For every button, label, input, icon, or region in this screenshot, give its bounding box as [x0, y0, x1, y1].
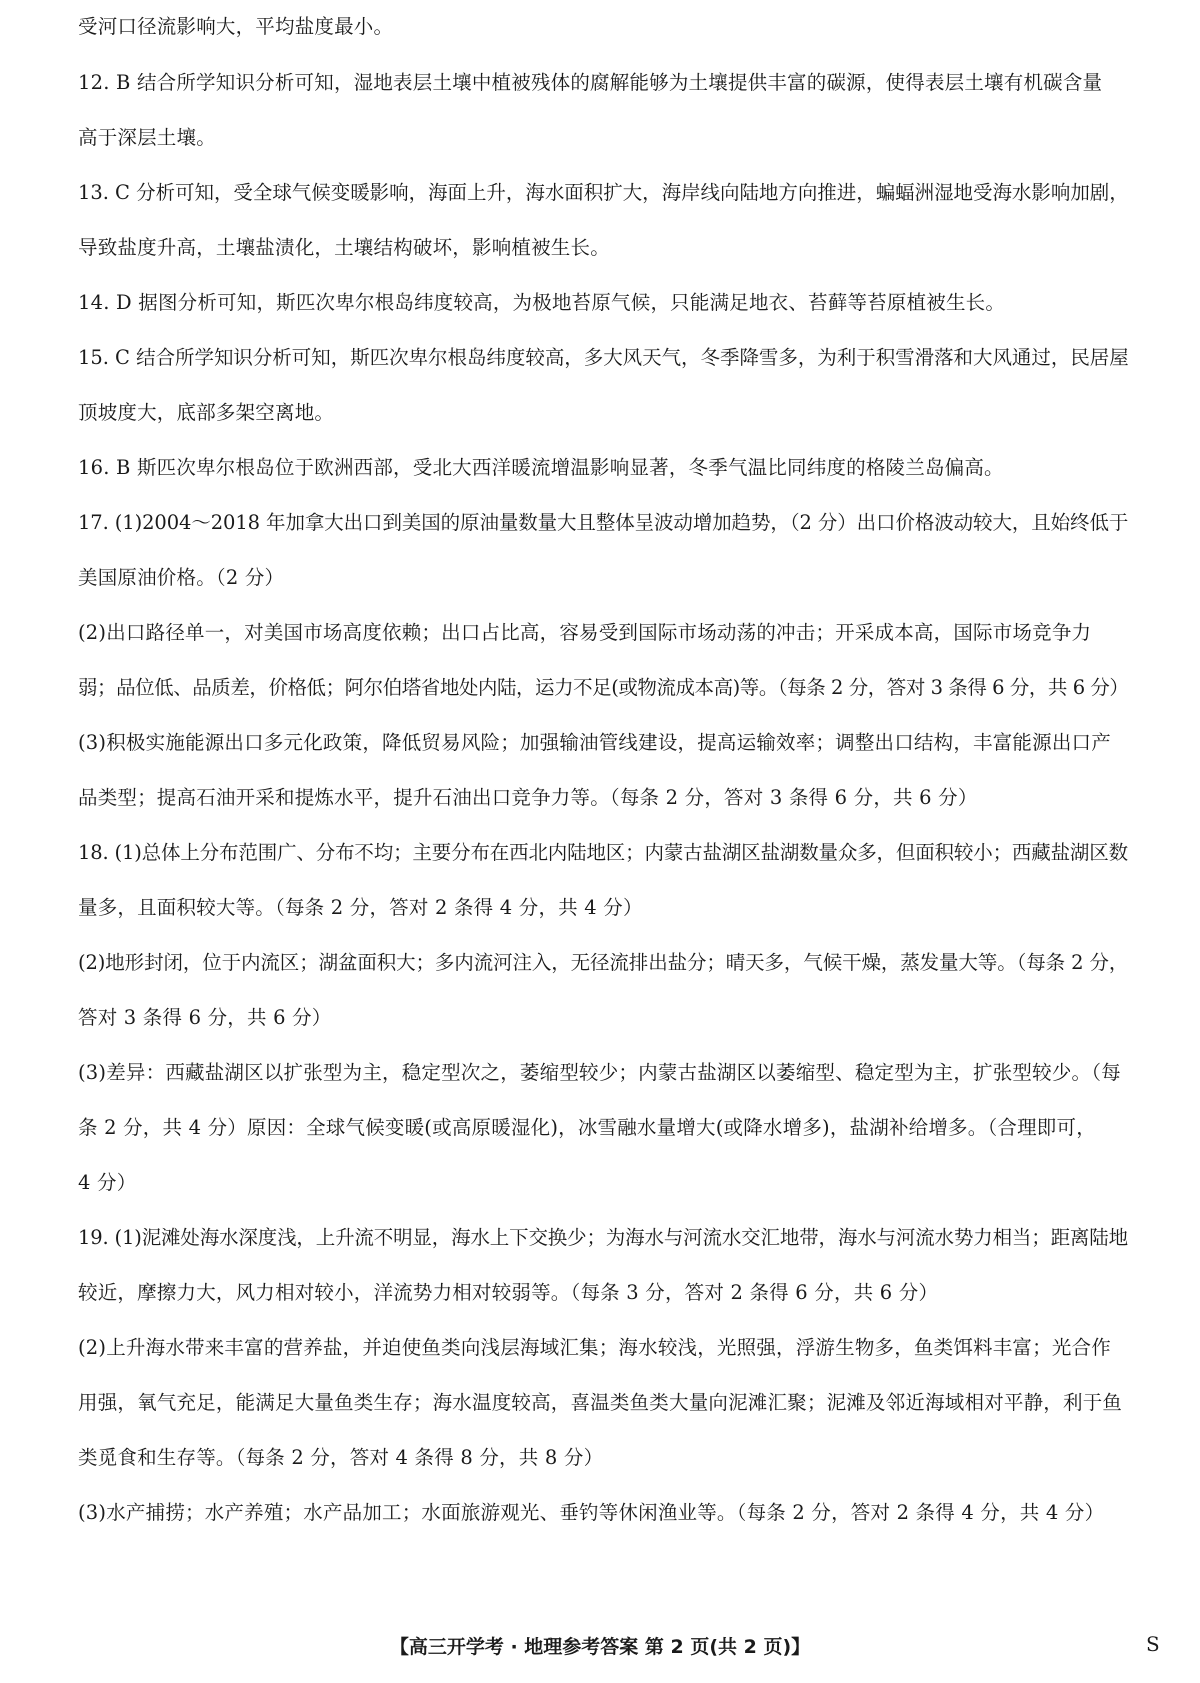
text-line: 导致盐度升高，土壤盐渍化，土壤结构破坏，影响植被生长。	[78, 236, 610, 259]
corner-mark: S	[1146, 1632, 1160, 1656]
text-line: (3)差异：西藏盐湖区以扩张型为主，稳定型次之，萎缩型较少；内蒙古盐湖区以萎缩型、稳定型为主，扩张型较少。（每	[78, 1061, 1121, 1084]
text-line: 类觅食和生存等。（每条 2 分，答对 4 条得 8 分，共 8 分）	[78, 1446, 604, 1469]
text-line: 19. (1)泥滩处海水深度浅，上升流不明显，海水上下交换少；为海水与河流水交汇地带，海水与河流水势力相当；距离陆地	[78, 1226, 1128, 1249]
text-line: 量多，且面积较大等。（每条 2 分，答对 2 条得 4 分，共 4 分）	[78, 896, 643, 919]
text-line: 4 分）	[78, 1171, 137, 1194]
page-footer: 【高三开学考 · 地理参考答案 第 2 页(共 2 页)】	[389, 1636, 811, 1658]
text-line: 18. (1)总体上分布范围广、分布不均；主要分布在西北内陆地区；内蒙古盐湖区盐湖数量众多，但面积较小；西藏盐湖区数	[78, 841, 1128, 864]
text-line: (3)积极实施能源出口多元化政策，降低贸易风险；加强输油管线建设，提高运输效率；调整出口结构，丰富能源出口产	[78, 731, 1111, 754]
text-line: 14. D 据图分析可知，斯匹次卑尔根岛纬度较高，为极地苔原气候，只能满足地衣、苔藓等苔原植被生长。	[78, 291, 1006, 314]
text-line: 12. B 结合所学知识分析可知，湿地表层土壤中植被残体的腐解能够为土壤提供丰富的碳源，使得表层土壤有机碳含量	[78, 71, 1103, 94]
text-line: 15. C 结合所学知识分析可知，斯匹次卑尔根岛纬度较高，多大风天气，冬季降雪多，为利于积雪滑落和大风通过，民居屋	[78, 346, 1129, 369]
text-line: 弱；品位低、品质差，价格低；阿尔伯塔省地处内陆，运力不足(或物流成本高)等。（每条 2 分，答对 3 条得 6 分，共 6 分）	[78, 676, 1129, 699]
text-line: 较近，摩擦力大，风力相对较小，洋流势力相对较弱等。（每条 3 分，答对 2 条得 6 分，共 6 分）	[78, 1281, 939, 1304]
text-line: 17. (1)2004～2018 年加拿大出口到美国的原油量数量大且整体呈波动增加趋势，（2 分）出口价格波动较大，且始终低于	[78, 511, 1129, 534]
text-line: (3)水产捕捞；水产养殖；水产品加工；水面旅游观光、垂钓等休闲渔业等。（每条 2 分，答对 2 条得 4 分，共 4 分）	[78, 1501, 1105, 1524]
text-line: (2)地形封闭，位于内流区；湖盆面积大；多内流河注入，无径流排出盐分；晴天多，气候干燥，蒸发量大等。（每条 2 分，	[78, 951, 1129, 974]
text-line: (2)上升海水带来丰富的营养盐，并迫使鱼类向浅层海域汇集；海水较浅，光照强，浮游生物多，鱼类饵料丰富；光合作	[78, 1336, 1111, 1359]
text-line: (2)出口路径单一，对美国市场高度依赖；出口占比高，容易受到国际市场动荡的冲击；开采成本高，国际市场竞争力	[78, 621, 1092, 644]
text-line: 品类型；提高石油开采和提炼水平，提升石油出口竞争力等。（每条 2 分，答对 3 条得 6 分，共 6 分）	[78, 786, 978, 809]
text-line: 用强，氧气充足，能满足大量鱼类生存；海水温度较高，喜温类鱼类大量向泥滩汇聚；泥滩及邻近海域相对平静，利于鱼	[78, 1391, 1123, 1414]
text-line: 条 2 分，共 4 分）原因：全球气候变暖(或高原暖湿化)，冰雪融水量增大(或降水增多)，盐湖补给增多。（合理即可，	[78, 1116, 1096, 1139]
text-line: 高于深层土壤。	[78, 126, 216, 149]
text-line: 答对 3 条得 6 分，共 6 分）	[78, 1006, 332, 1029]
text-line: 13. C 分析可知，受全球气候变暖影响，海面上升，海水面积扩大，海岸线向陆地方向推进，蝙蝠洲湿地受海水影响加剧，	[78, 181, 1129, 204]
text-line: 顶坡度大，底部多架空离地。	[78, 401, 335, 424]
text-line: 美国原油价格。（2 分）	[78, 566, 285, 589]
text-line: 受河口径流影响大，平均盐度最小。	[78, 15, 394, 38]
text-line: 16. B 斯匹次卑尔根岛位于欧洲西部，受北大西洋暖流增温影响显著，冬季气温比同纬度的格陵兰岛偏高。	[78, 456, 1004, 479]
